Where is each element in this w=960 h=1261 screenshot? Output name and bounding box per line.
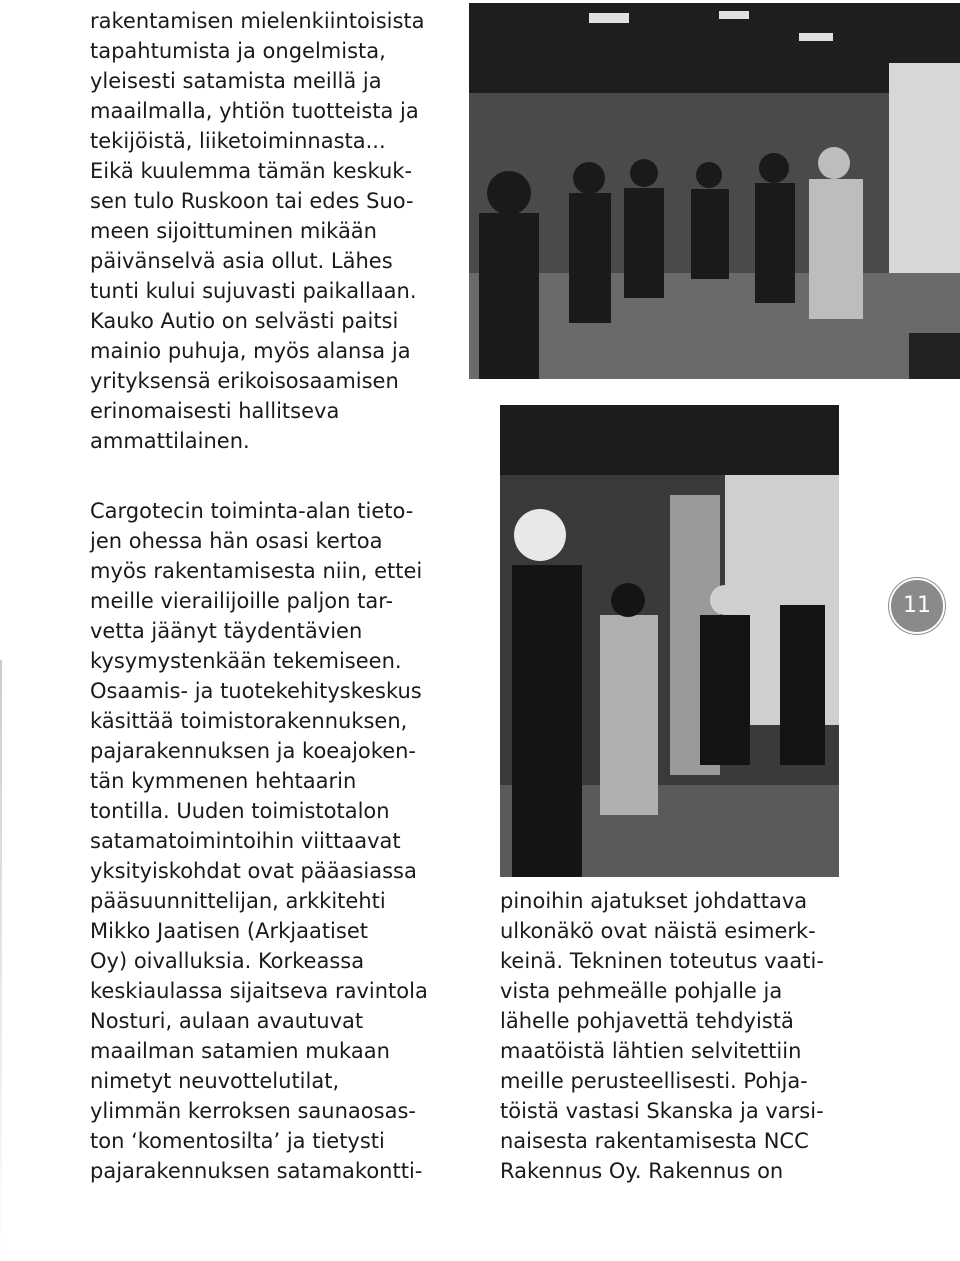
photo-group-in-lobby <box>469 3 960 379</box>
page-edge-mark <box>0 660 2 1260</box>
article-column-left-top: rakentamisen mielenkiintoisista tapahtumista ja ongelmista, yleisesti satamista meillä ja maailmalla, yhtiön tuotteista ja tekijöistä, liiketoiminnasta... Eikä kuulemma tämän keskuk- sen tulo Ruskoon tai edes Suo- meen sijoittuminen mikään päivänselvä asia ollut. Lähes tunti kului sujuvasti paikallaan. Kauko Autio on selvästi paitsi mainio puhuja, myös alansa ja yrityksensä erikoisosaamisen erinomaisesti hallitseva ammattilainen. <box>90 9 425 453</box>
page-number-badge: 11 <box>889 578 945 634</box>
photo-visitors-in-hall <box>500 405 839 877</box>
article-column-right: pinoihin ajatukset johdattava ulkonäkö ovat näistä esimerk- keinä. Tekninen toteutus vaati- vista pehmeälle pohjalle ja lähelle pohjavettä tehdyistä maatöistä lähtien selvitettiin meille perusteellisesti. Pohja- töistä vastasi Skanska ja varsi- naisesta rakentamisesta NCC Rakennus Oy. Rakennus on <box>500 889 824 1183</box>
article-column-left-bottom: Cargotecin toiminta-alan tieto- jen ohessa hän osasi kertoa myös rakentamisesta niin, ettei meille vierailijoille paljon tar- vetta jäänyt täydentävien kysymystenkään tekemiseen. Osaamis- ja tuotekehityskeskus käsittää toimistorakennuksen, pajarakennuksen ja koeajoken- tän kymmenen hehtaarin tontilla. Uuden toimistotalon satamatoimintoihin viittaavat yksityiskohdat ovat pääasiassa pääsuunnittelijan, arkkitehti Mikko Jaatisen (Arkjaatiset Oy) oivalluksia. Korkeassa keskiaulassa sijaitseva ravintola Nosturi, aulaan avautuvat maailman satamien mukaan nimetyt neuvottelutilat, ylimmän kerroksen saunaosas- ton ‘komentosilta’ ja tietysti pajarakennuksen satamakontti- <box>90 499 428 1183</box>
